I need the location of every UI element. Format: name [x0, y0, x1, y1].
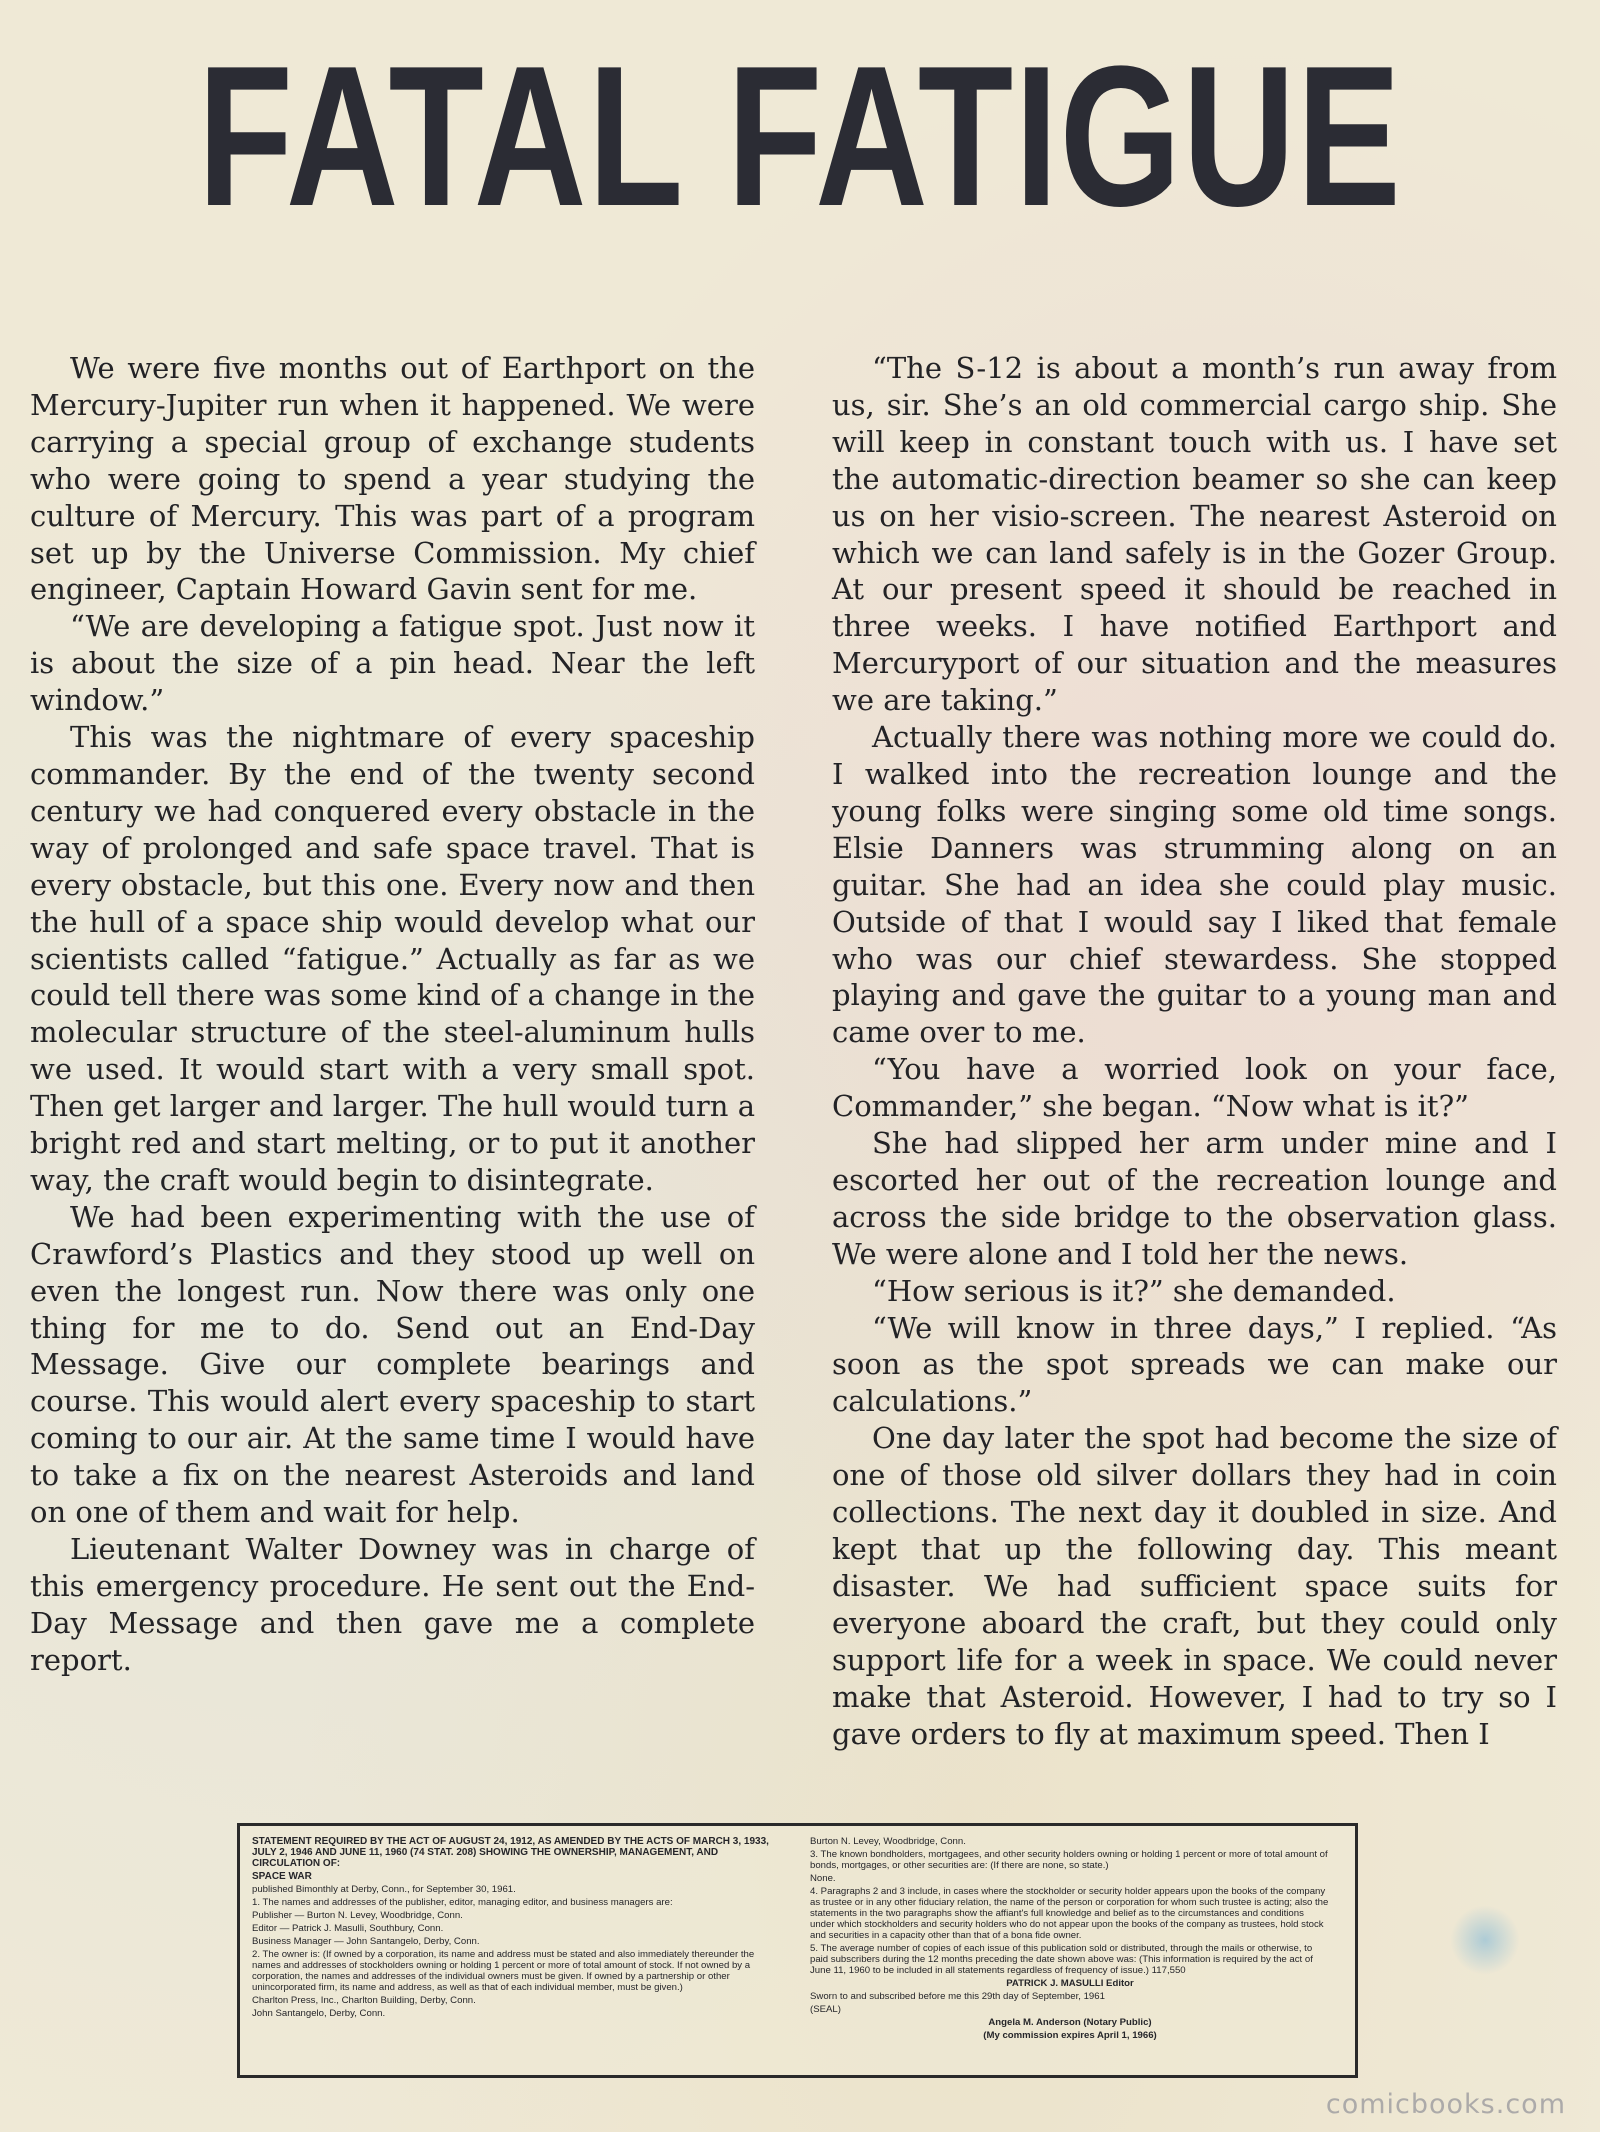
statement-item-3: 3. The known bondholders, mortgagees, and other security holders owning or holding 1 percent or more of total amount of bonds, mortgages, or other securities are: (If there are none, so state.)	[810, 1849, 1328, 1871]
paragraph: We had been experimenting with the use of Crawford’s Plastics and they stood up well on even the longest run. Now there was only one thing for me to do. Send out an End-Day Message. Give our complete bearings and course. This would alert every spaceship to start coming to our air. At the same time I would have to take a fix on the nearest Asteroids and land on one of them and wait for help.	[30, 1199, 755, 1530]
paragraph: She had slipped her arm under mine and I escorted her out of the recreation lounge and across the side bridge to the observation glass. We were alone and I told her the news.	[832, 1126, 1557, 1271]
statement-notary: Angela M. Anderson (Notary Public)	[988, 2017, 1152, 2028]
statement-right-column	[810, 1836, 1330, 2068]
paragraph: Lieutenant Walter Downey was in charge of this emergency procedure. He sent out the End-Day Message and then gave me a complete report.	[30, 1532, 755, 1677]
statement-frequency: published Bimonthly at Derby, Conn., for September 30, 1961.	[252, 1884, 516, 1895]
statement-publication: SPACE WAR	[252, 1871, 312, 1882]
statement-commission: (My commission expires April 1, 1966)	[983, 2030, 1157, 2041]
site-watermark: comicbooks.com	[1325, 2089, 1566, 2120]
statement-item-5: 5. The average number of copies of each issue of this publication sold or distributed, through the mails or otherwise, to paid subscribers during the 12 months preceding the date shown above was: (This information is required by the act of June 11, 1960 to be included in all statements regardless of frequency of issue.) 117,550	[810, 1943, 1313, 1976]
story-right-column	[832, 350, 1557, 1750]
story-left-column	[30, 350, 755, 1750]
statement-owner: Charlton Press, Inc., Charlton Building, Derby, Conn.	[252, 1995, 476, 2006]
story-title: FATAL FATIGUE	[197, 25, 1403, 248]
paragraph: This was the nightmare of every spaceship commander. By the end of the twenty second century we had conquered every obstacle in the way of prolonged and safe space travel. That is every obstacle, but this one. Every now and then the hull of a space ship would develop what our scientists called “fatigue.” Actually as far as we could tell there was some kind of a change in the molecular structure of the steel-aluminum hulls we used. It would start with a very small spot. Then get larger and larger. The hull would turn a bright red and start melting, or to put it another way, the craft would begin to disintegrate.	[30, 720, 755, 1197]
statement-item-1: 1. The names and addresses of the publisher, editor, managing editor, and business managers are:	[252, 1897, 673, 1908]
statement-heading: STATEMENT REQUIRED BY THE ACT OF AUGUST 24, 1912, AS AMENDED BY THE ACTS OF MARCH 3, 1933, JULY 2, 1946 AND JUNE 11, 1960 (74 STAT. 208) SHOWING THE OWNERSHIP, MANAGEMENT, AND CIRCULATION OF:	[252, 1836, 769, 1869]
paragraph: “We will know in three days,” I replied. “As soon as the spot spreads we can make our calculations.”	[832, 1310, 1557, 1419]
statement-owner: John Santangelo, Derby, Conn.	[252, 2008, 386, 2019]
paragraph: We were five months out of Earthport on the Mercury-Jupiter run when it happened. We were carrying a special group of exchange students who were going to spend a year studying the culture of Mercury. This was part of a program set up by the Universe Commission. My chief engineer, Captain Howard Gavin sent for me.	[30, 351, 755, 607]
ink-smudge	[1450, 1905, 1520, 1975]
paragraph: “How serious is it?” she demanded.	[872, 1273, 1396, 1308]
statement-business-manager: Business Manager — John Santangelo, Derby, Conn.	[252, 1936, 480, 1947]
statement-signer: PATRICK J. MASULLI Editor	[1006, 1978, 1134, 1989]
ownership-statement-box	[237, 1823, 1358, 2078]
paragraph: “The S-12 is about a month’s run away from us, sir. She’s an old commercial cargo ship. She will keep in constant touch with us. I have set the automatic-direction beamer so she can keep us on her visio-screen. The nearest Asteroid on which we can land safely is in the Gozer Group. At our present speed it should be reached in three weeks. I have notified Earthport and Mercuryport of our situation and the measures we are taking.”	[832, 351, 1557, 718]
statement-seal: (SEAL)	[810, 2004, 841, 2015]
statement-publisher: Publisher — Burton N. Levey, Woodbridge, Conn.	[252, 1910, 463, 1921]
statement-sworn: Sworn to and subscribed before me this 29th day of September, 1961	[810, 1991, 1105, 2002]
statement-owner: Burton N. Levey, Woodbridge, Conn.	[810, 1836, 966, 1847]
statement-item-2: 2. The owner is: (If owned by a corporation, its name and address must be stated and also immediately thereunder the names and addresses of stockholders owning or holding 1 percent or more of total amount of stock. If not owned by a corporation, the names and addresses of the individual owners must be given. If owned by a partnership or other unincorporated firm, its name and address, as well as that of each individual member, must be given.)	[252, 1949, 755, 1993]
statement-left-column	[252, 1836, 772, 2068]
statement-item-4: 4. Paragraphs 2 and 3 include, in cases where the stockholder or security holder appears upon the books of the company as trustee or in any other fiduciary relation, the name of the person or corporation for whom such trustee is acting; also the statements in the two paragraphs show the affiant's full knowledge and belief as to the circumstances and conditions under which stockholders and security holders who do not appear upon the books of the company as trustees, hold stock and securities in a capacity other than that of a bona fide owner.	[810, 1886, 1329, 1941]
paragraph: “We are developing a fatigue spot. Just now it is about the size of a pin head. Near the left window.”	[30, 609, 755, 718]
statement-none: None.	[810, 1873, 836, 1884]
paragraph: One day later the spot had become the size of one of those old silver dollars they had in coin collections. The next day it doubled in size. And kept that up the following day. This meant disaster. We had sufficient space suits for everyone aboard the craft, but they could only support life for a week in space. We could never make that Asteroid. However, I had to try so I gave orders to fly at maximum speed. Then I	[832, 1421, 1557, 1751]
paragraph: “You have a worried look on your face, Commander,” she began. “Now what is it?”	[832, 1052, 1557, 1124]
statement-editor: Editor — Patrick J. Masulli, Southbury, Conn.	[252, 1923, 444, 1934]
paragraph: Actually there was nothing more we could do. I walked into the recreation lounge and the young folks were singing some old time songs. Elsie Danners was strumming along on an guitar. She had an idea she could play music. Outside of that I would say I liked that female who was our chief stewardess. She stopped playing and gave the guitar to a young man and came over to me.	[832, 720, 1557, 1050]
